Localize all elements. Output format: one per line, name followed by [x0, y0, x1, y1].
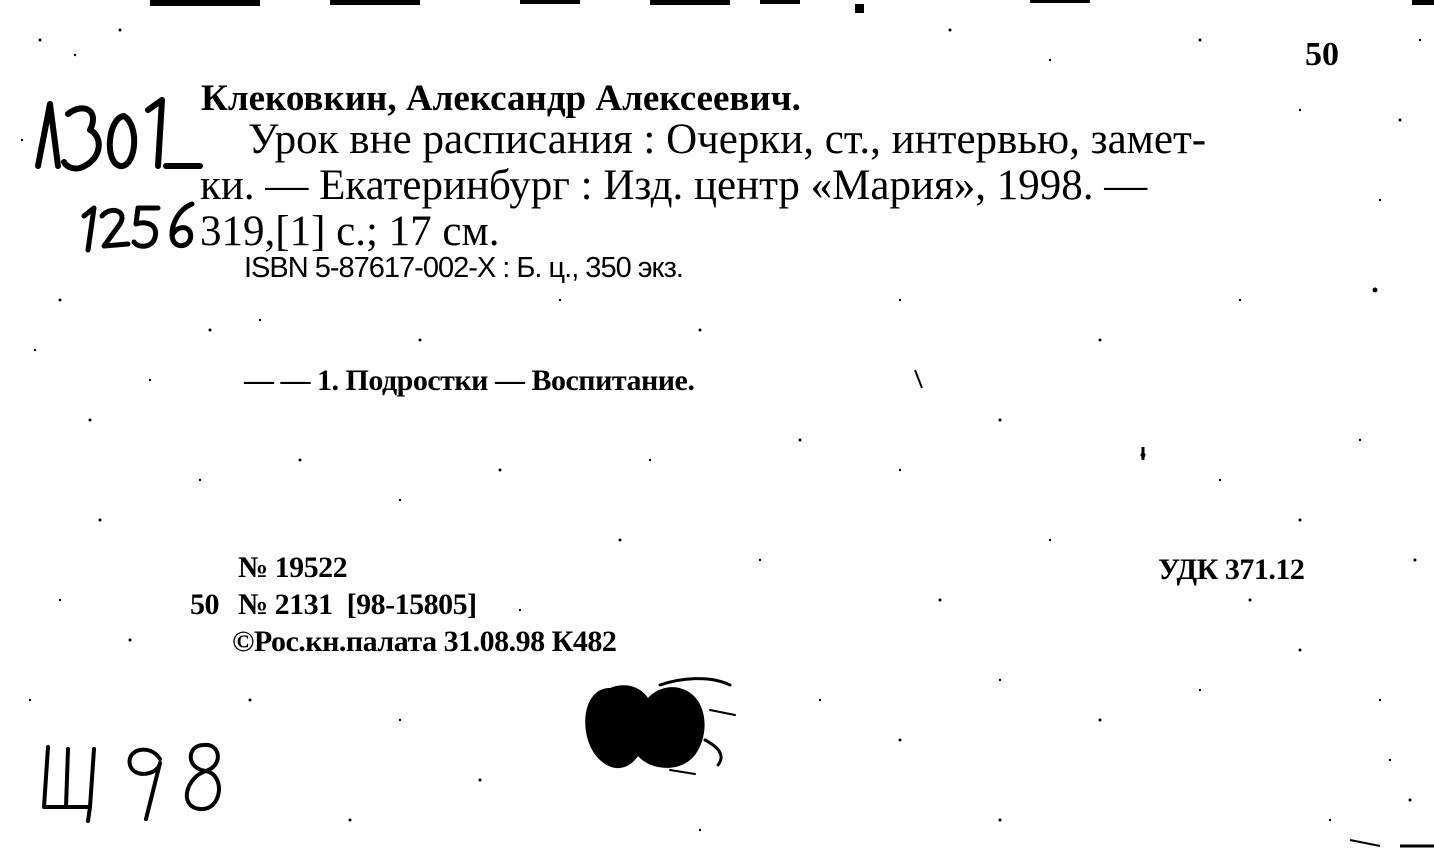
handwritten-shelfmark [40, 735, 230, 825]
footer-line-3: ©Рос.кн.палата 31.08.98 К482 [232, 625, 617, 658]
title-line-3: 319,[1] с.; 17 см. [200, 208, 500, 255]
handwritten-1256 [80, 196, 205, 256]
udc-code: УДК 371.12 [1158, 553, 1305, 586]
subject-line: — — 1. Подростки — Воспитание. [244, 364, 695, 397]
isbn-line: ISBN 5-87617-002-X : Б. ц., 350 экз. [244, 252, 683, 284]
ink-blot [570, 670, 750, 780]
footer-line-2-prefix: 50 [190, 588, 219, 621]
handwritten-1301 [28, 96, 203, 186]
title-line-1: Урок вне расписания : Очерки, ст., интервью, замет- [248, 116, 1207, 163]
card-number: 50 [1305, 36, 1339, 73]
footer-line-1: № 19522 [238, 551, 348, 584]
footer-line-2: № 2131 [98-15805] [238, 588, 477, 621]
title-line-2: ки. — Екатеринбург : Изд. центр «Мария», 1998. — [200, 162, 1148, 209]
author-heading: Клековкин, Александр Алексеевич. [201, 78, 801, 119]
